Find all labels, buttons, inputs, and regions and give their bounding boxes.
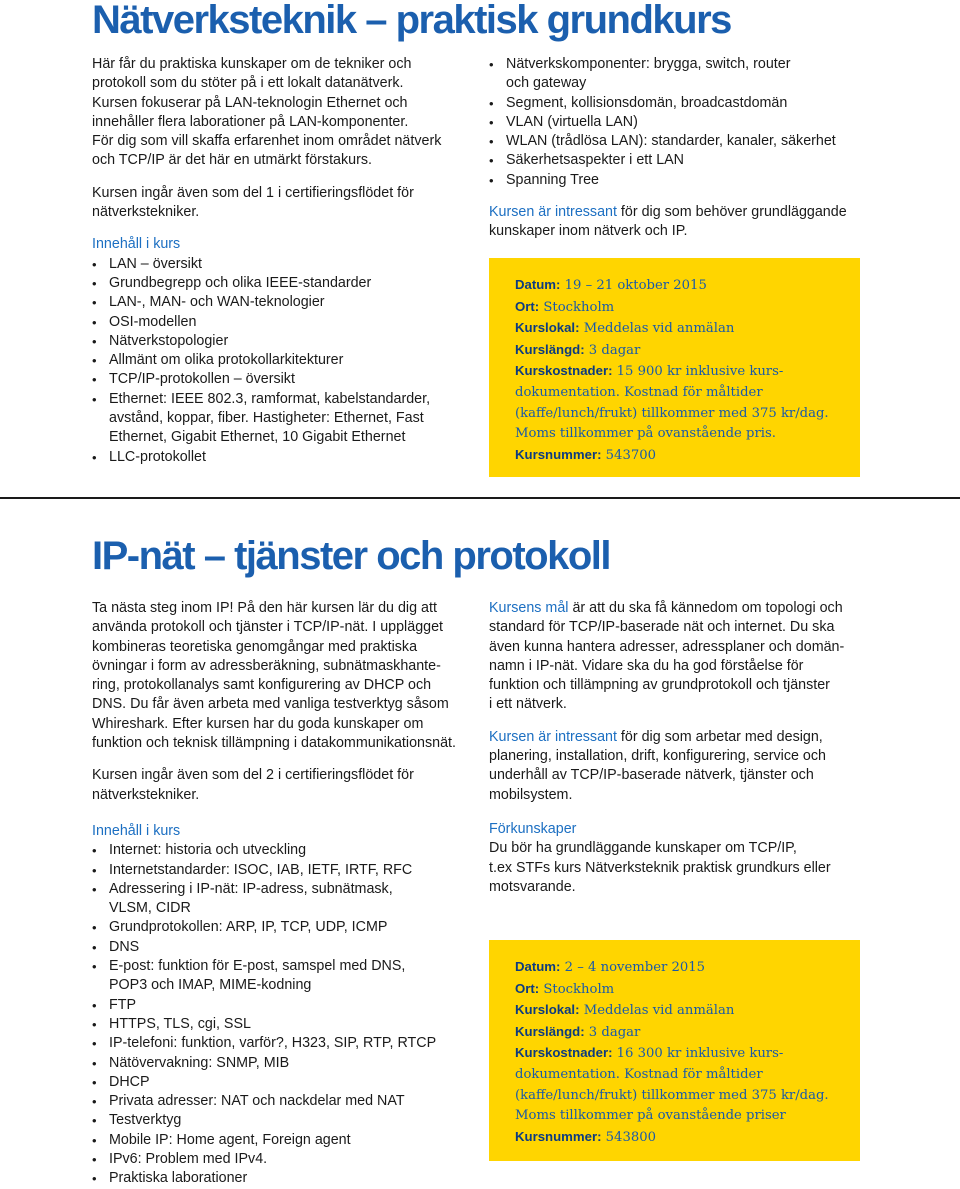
course1-audience: Kursen är intressant för dig som behöver grundläggande kunskaper inom nätverk och IP. xyxy=(489,204,847,240)
list-item: • LAN – översikt xyxy=(92,255,462,274)
list-item: • Nätverkstopologier xyxy=(92,332,462,351)
list-item: • IP-telefoni: funktion, varför?, H323, SIP, RTP, RTCP xyxy=(92,1034,472,1053)
course2-certification: Kursen ingår även som del 2 i certifieringsflödet för nätverkstekniker. xyxy=(92,767,414,803)
location-row: Ort: Stockholm xyxy=(515,980,615,997)
course-number-row: Kursnummer: 543800 xyxy=(515,1128,657,1145)
cost-row: Kurskostnader: 16 300 kr inklusive kurs- xyxy=(515,1045,784,1062)
list-item: • LAN-, MAN- och WAN-teknologier xyxy=(92,293,462,312)
list-item: • Internet: historia och utveckling xyxy=(92,841,472,860)
section-divider xyxy=(0,497,960,499)
list-item: • Internetstandarder: ISOC, IAB, IETF, IRTF, RFC xyxy=(92,861,472,880)
course1-left-column xyxy=(92,55,462,467)
location-row: Ort: Stockholm xyxy=(515,298,615,315)
duration-row: Kurslängd: 3 dagar xyxy=(515,1023,641,1040)
list-item: • Spanning Tree xyxy=(489,171,929,190)
course1-info-box: Datum: 19 – 21 oktober 2015 Ort: Stockholm Kurslokal: Meddelas vid anmälan Kurslängd: 3 dagar Kurskostnader: 15 900 kr inklusive kurs- dokumentation. Kostnad för måltider (kaffe/lunch/frukt) tillkommer med 375 kr/dag. Moms tillkommer på ovanstående pris. Kursnummer: 543700 xyxy=(489,258,860,477)
course2-intro: Ta nästa steg inom IP! På den här kursen lär du dig att använda protokoll och tjänster i TCP/IP-nät. I upplägget kombineras teoretiska genomgångar med praktiska övningar i form av adressberäkning, subnätmaskhante- ring, protokollanalys samt konfigurering av DHCP och DNS. Du får även arbeta med vanliga testverktyg såsom Whireshark. Efter kursen har du goda kunskaper om funktion och teknisk tillämpning i datakommunikationsnät. xyxy=(92,600,456,752)
list-item: • Privata adresser: NAT och nackdelar med NAT xyxy=(92,1092,472,1111)
list-item: • Allmänt om olika protokollarkitekturer xyxy=(92,351,462,370)
list-item: • Segment, kollisionsdomän, broadcastdomän xyxy=(489,94,929,113)
list-item: • VLAN (virtuella LAN) xyxy=(489,113,929,132)
course1-contents-heading: Innehåll i kurs xyxy=(92,236,181,253)
course2-audience: Kursen är intressant för dig som arbetar med design, planering, installation, drift, konfigurering, service och underhåll av TCP/IP-baserade nätverk, tjänster och mobilsystem. xyxy=(489,728,826,803)
list-item: • WLAN (trådlösa LAN): standarder, kanaler, säkerhet xyxy=(489,132,929,151)
cost-row: Kurskostnader: 15 900 kr inklusive kurs- xyxy=(515,363,784,380)
list-item: • DHCP xyxy=(92,1073,472,1092)
list-item: • Mobile IP: Home agent, Foreign agent xyxy=(92,1131,472,1150)
date-row: Datum: 2 – 4 november 2015 xyxy=(515,959,706,975)
course1-contents-list xyxy=(92,255,462,467)
duration-row: Kurslängd: 3 dagar xyxy=(515,341,641,358)
course2-goal: Kursens mål är att du ska få kännedom om topologi och standard för TCP/IP-baserade nät och internet. Du ska även kunna hantera adresser, adressplaner och domän- namn i IP-nät. Vidare ska du ha god förståelse för funktion och tillämpning av grundprotokoll och tjänster i ett nätverk. xyxy=(489,600,845,713)
course2-prereq-heading: Förkunskaper xyxy=(489,820,577,837)
list-item: • Grundbegrepp och olika IEEE-standarder xyxy=(92,274,462,293)
course-title: IP-nät – tjänster och protokoll xyxy=(92,534,611,578)
course2-left-column xyxy=(92,599,472,1189)
course1-right-column xyxy=(489,55,929,255)
list-item: • Ethernet: IEEE 802.3, ramformat, kabelstandarder, avstånd, koppar, fiber. Hastigheter: Ethernet, Fast Ethernet, Gigabit Ethernet, 10 Gigabit Ethernet xyxy=(92,390,462,448)
list-item: • Praktiska laborationer xyxy=(92,1169,472,1188)
course2-prereq: Du bör ha grundläggande kunskaper om TCP/IP, t.ex STFs kurs Nätverksteknik praktisk grundkurs eller motsvarande. xyxy=(489,840,831,895)
course2-right-column xyxy=(489,599,929,910)
date-row: Datum: 19 – 21 oktober 2015 xyxy=(515,277,707,293)
course2-contents-list xyxy=(92,841,472,1188)
list-item: • TCP/IP-protokollen – översikt xyxy=(92,370,462,389)
list-item: • Säkerhetsaspekter i ett LAN xyxy=(489,151,929,170)
course-number-row: Kursnummer: 543700 xyxy=(515,446,657,463)
venue-row: Kurslokal: Meddelas vid anmälan xyxy=(515,1002,735,1019)
list-item: • Adressering i IP-nät: IP-adress, subnätmask, VLSM, CIDR xyxy=(92,880,472,919)
list-item: • OSI-modellen xyxy=(92,313,462,332)
list-item: • DNS xyxy=(92,938,472,957)
course-title: Nätverksteknik – praktisk grundkurs xyxy=(92,0,731,42)
list-item: • LLC-protokollet xyxy=(92,448,462,467)
list-item: • HTTPS, TLS, cgi, SSL xyxy=(92,1015,472,1034)
list-item: • Nätövervakning: SNMP, MIB xyxy=(92,1054,472,1073)
venue-row: Kurslokal: Meddelas vid anmälan xyxy=(515,320,735,337)
list-item: • FTP xyxy=(92,996,472,1015)
course2-contents-heading: Innehåll i kurs xyxy=(92,822,181,839)
list-item: • Nätverkskomponenter: brygga, switch, router och gateway xyxy=(489,55,929,94)
course1-topics-list xyxy=(489,55,929,190)
course2-info-box: Datum: 2 – 4 november 2015 Ort: Stockholm Kurslokal: Meddelas vid anmälan Kurslängd: 3 dagar Kurskostnader: 16 300 kr inklusive kurs- dokumentation. Kostnad för måltider (kaffe/lunch/frukt) tillkommer med 375 kr/dag. Moms tillkommer på ovanstående priser Kursnummer: 543800 xyxy=(489,940,860,1161)
list-item: • E-post: funktion för E-post, samspel med DNS, POP3 och IMAP, MIME-kodning xyxy=(92,957,472,996)
list-item: • Grundprotokollen: ARP, IP, TCP, UDP, ICMP xyxy=(92,918,472,937)
list-item: • IPv6: Problem med IPv4. xyxy=(92,1150,472,1169)
course1-intro: Här får du praktiska kunskaper om de tekniker och protokoll som du stöter på i ett lokalt datanätverk. Kursen fokuserar på LAN-teknologin Ethernet och innehåller flera laborationer på LAN-komponenter. För dig som vill skaffa erfarenhet inom området nätverk och TCP/IP är det här en utmärkt förstakurs. xyxy=(92,56,442,169)
list-item: • Testverktyg xyxy=(92,1111,472,1130)
course1-certification: Kursen ingår även som del 1 i certifieringsflödet för nätverkstekniker. xyxy=(92,184,414,221)
